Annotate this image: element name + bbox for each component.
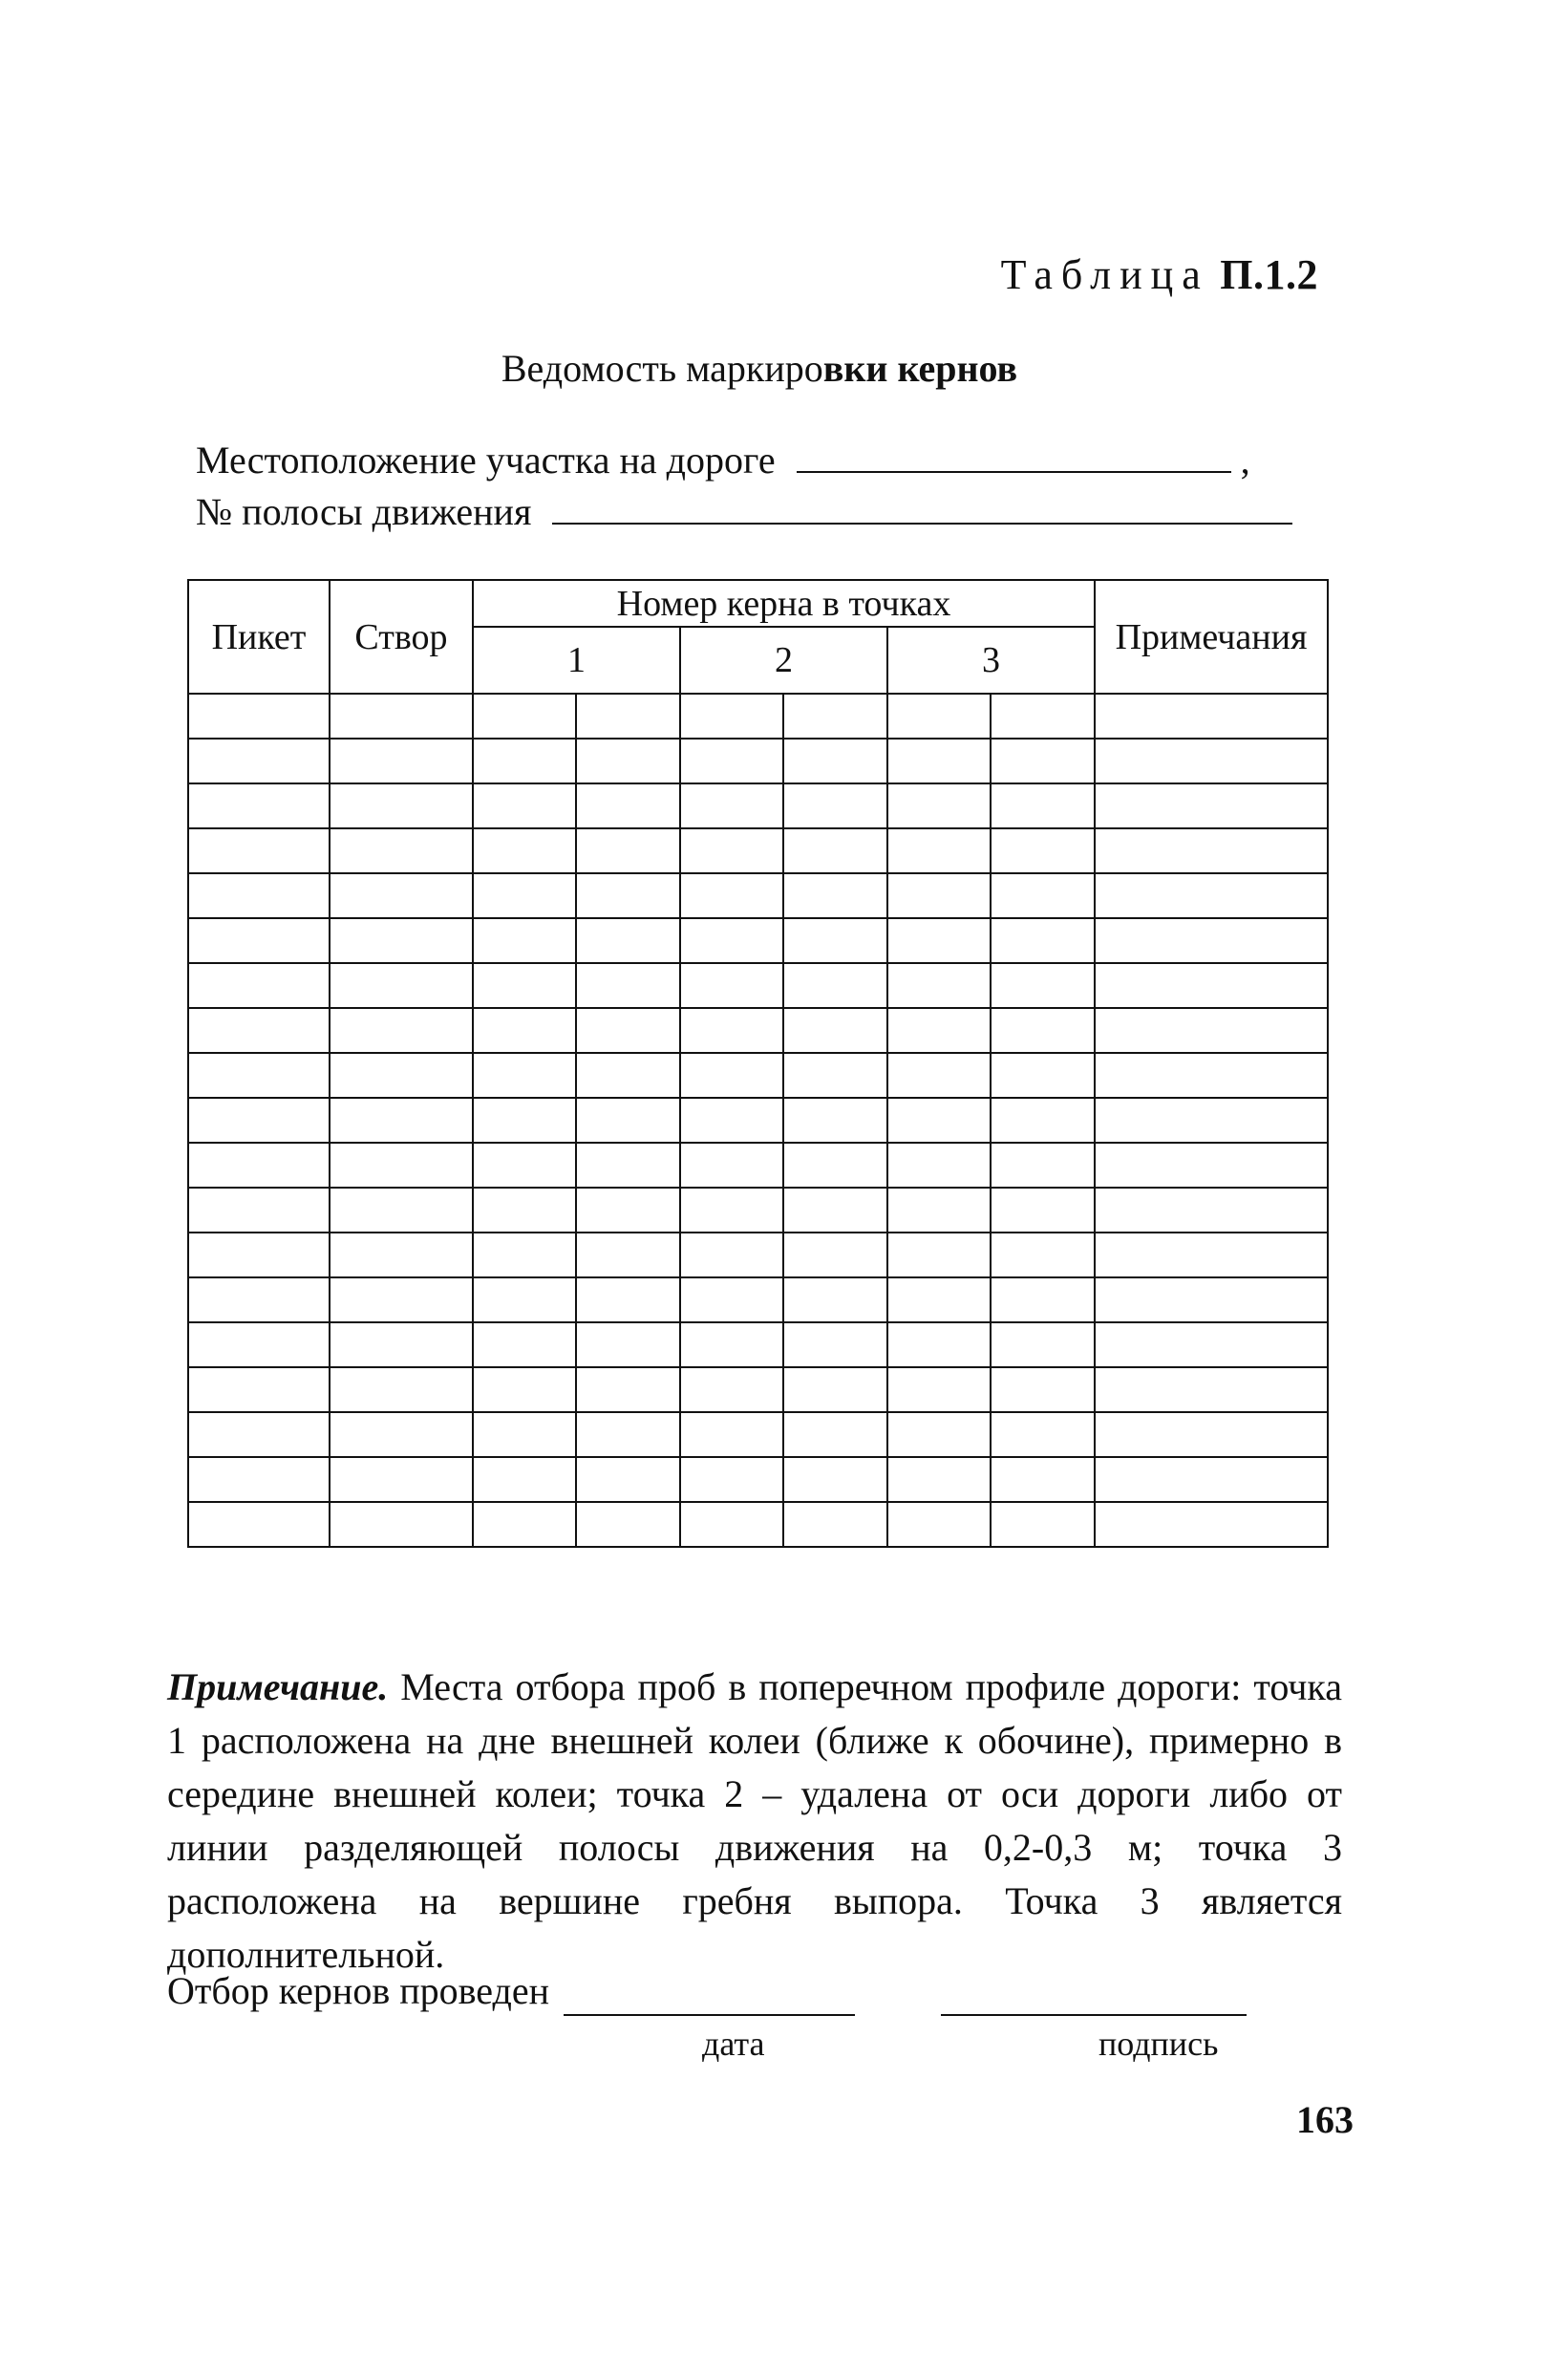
table-cell[interactable] [576, 1233, 680, 1277]
table-cell[interactable] [188, 694, 330, 739]
table-cell[interactable] [1095, 1098, 1328, 1143]
table-cell[interactable] [576, 783, 680, 828]
table-cell[interactable] [991, 1053, 1095, 1098]
table-cell[interactable] [680, 1233, 783, 1277]
table-cell[interactable] [473, 1098, 576, 1143]
table-cell[interactable] [680, 694, 783, 739]
table-cell[interactable] [473, 963, 576, 1008]
table-cell[interactable] [991, 1367, 1095, 1412]
table-cell[interactable] [1095, 1457, 1328, 1502]
table-cell[interactable] [991, 1188, 1095, 1233]
table-cell[interactable] [1095, 1277, 1328, 1322]
table-row [188, 1277, 1328, 1322]
table-cell[interactable] [473, 1008, 576, 1053]
table-cell[interactable] [473, 1457, 576, 1502]
table-cell[interactable] [330, 873, 473, 918]
table-row [188, 783, 1328, 828]
table-cell[interactable] [783, 1277, 887, 1322]
table-cell[interactable] [188, 1008, 330, 1053]
table-row [188, 1008, 1328, 1053]
table-cell[interactable] [783, 739, 887, 783]
table-row [188, 1188, 1328, 1233]
col-picket-header: Пикет [188, 580, 330, 694]
table-cell[interactable] [330, 963, 473, 1008]
table-cell[interactable] [576, 918, 680, 963]
table-cell[interactable] [1095, 1322, 1328, 1367]
table-cell[interactable] [991, 873, 1095, 918]
date-blank[interactable] [564, 2014, 855, 2016]
location-suffix: , [1240, 439, 1250, 482]
table-row [188, 1457, 1328, 1502]
table-cell[interactable] [473, 1502, 576, 1547]
table-cell[interactable] [576, 1188, 680, 1233]
table-cell[interactable] [887, 1457, 991, 1502]
table-cell[interactable] [887, 1188, 991, 1233]
table-cell[interactable] [783, 918, 887, 963]
table-cell[interactable] [1095, 1053, 1328, 1098]
title-regular: Ведомость маркиро [501, 347, 823, 390]
table-cell[interactable] [991, 694, 1095, 739]
table-cell[interactable] [887, 1502, 991, 1547]
table-cell[interactable] [330, 1188, 473, 1233]
lane-field-row [196, 489, 1292, 534]
table-cell[interactable] [887, 694, 991, 739]
lane-label: № полосы движения [196, 490, 532, 533]
table-cell[interactable] [473, 1322, 576, 1367]
table-cell[interactable] [576, 694, 680, 739]
table-cell[interactable] [1095, 1008, 1328, 1053]
table-cell[interactable] [473, 739, 576, 783]
table-cell[interactable] [783, 1457, 887, 1502]
table-row [188, 918, 1328, 963]
table-cell[interactable] [887, 1053, 991, 1098]
signature-label: Отбор кернов проведен [167, 1969, 549, 2012]
table-cell[interactable] [783, 1322, 887, 1367]
table-cell[interactable] [887, 1098, 991, 1143]
table-cell[interactable] [991, 1457, 1095, 1502]
table-cell[interactable] [473, 694, 576, 739]
table-cell[interactable] [473, 1143, 576, 1188]
table-cell[interactable] [680, 739, 783, 783]
table-cell[interactable] [576, 1098, 680, 1143]
table-cell[interactable] [1095, 1412, 1328, 1457]
signature-blank[interactable] [941, 2014, 1247, 2016]
table-cell[interactable] [473, 828, 576, 873]
location-blank[interactable] [797, 442, 1231, 473]
table-cell[interactable] [887, 1412, 991, 1457]
note-text: Места отбора проб в поперечном профиле дороги: точка 1 расположена на дне внешней колеи (ближе к обочине), примерно в середине внешней колеи; точка 2 – удалена от оси дороги либо от линии разделяющей полосы движения на 0,2-0,3 м; точка 3 расположена на вершине гребня выпора. Точка 3 является дополнительной. [167, 1665, 1342, 1976]
table-cell[interactable] [680, 1367, 783, 1412]
table-row [188, 1502, 1328, 1547]
table-cell[interactable] [680, 1053, 783, 1098]
table-cell[interactable] [991, 1412, 1095, 1457]
table-label [1001, 250, 1318, 299]
table-cell[interactable] [783, 1367, 887, 1412]
table-cell[interactable] [680, 1188, 783, 1233]
table-cell[interactable] [991, 1502, 1095, 1547]
table-cell[interactable] [887, 739, 991, 783]
table-cell[interactable] [991, 918, 1095, 963]
table-cell[interactable] [1095, 1233, 1328, 1277]
table-cell[interactable] [330, 1367, 473, 1412]
table-cell[interactable] [188, 1277, 330, 1322]
table-cell[interactable] [783, 694, 887, 739]
table-cell[interactable] [473, 918, 576, 963]
table-row [188, 1143, 1328, 1188]
table-cell[interactable] [188, 1367, 330, 1412]
table-cell[interactable] [576, 1143, 680, 1188]
table-cell[interactable] [576, 1412, 680, 1457]
table-cell[interactable] [330, 1053, 473, 1098]
table-cell[interactable] [473, 1277, 576, 1322]
table-cell[interactable] [991, 963, 1095, 1008]
table-word: Таблица [1000, 251, 1209, 298]
table-cell[interactable] [576, 1008, 680, 1053]
table-row [188, 1412, 1328, 1457]
table-cell[interactable] [330, 1277, 473, 1322]
table-cell[interactable] [473, 783, 576, 828]
table-cell[interactable] [887, 783, 991, 828]
table-cell[interactable] [188, 963, 330, 1008]
table-cell[interactable] [1095, 1502, 1328, 1547]
table-cell[interactable] [576, 828, 680, 873]
table-cell[interactable] [1095, 783, 1328, 828]
table-cell[interactable] [1095, 873, 1328, 918]
table-cell[interactable] [188, 1053, 330, 1098]
table-cell[interactable] [188, 1188, 330, 1233]
table-cell[interactable] [783, 1098, 887, 1143]
table-cell[interactable] [330, 739, 473, 783]
table-row [188, 1233, 1328, 1277]
table-cell[interactable] [1095, 739, 1328, 783]
table-cell[interactable] [680, 873, 783, 918]
table-cell[interactable] [680, 1098, 783, 1143]
page-title [0, 346, 1557, 391]
table-cell[interactable] [330, 783, 473, 828]
table-row [188, 694, 1328, 739]
table-cell[interactable] [887, 1143, 991, 1188]
lane-blank[interactable] [552, 494, 1292, 525]
table-cell[interactable] [783, 1008, 887, 1053]
table-cell[interactable] [576, 1367, 680, 1412]
note-label: Примечание. [167, 1665, 389, 1708]
page-number: 163 [1296, 2098, 1354, 2141]
table-cell[interactable] [188, 918, 330, 963]
table-cell[interactable] [680, 1277, 783, 1322]
table-cell[interactable] [991, 739, 1095, 783]
table-cell[interactable] [473, 1367, 576, 1412]
table-cell[interactable] [783, 1502, 887, 1547]
table-cell[interactable] [1095, 694, 1328, 739]
table-cell[interactable] [576, 963, 680, 1008]
table-cell[interactable] [576, 1502, 680, 1547]
table-cell[interactable] [991, 1143, 1095, 1188]
table-cell[interactable] [680, 918, 783, 963]
table-cell[interactable] [680, 1143, 783, 1188]
table-cell[interactable] [1095, 963, 1328, 1008]
note-paragraph [167, 1661, 1342, 1982]
table-cell[interactable] [188, 873, 330, 918]
table-row [188, 739, 1328, 783]
table-cell[interactable] [991, 1322, 1095, 1367]
table-cell[interactable] [783, 1412, 887, 1457]
table-cell[interactable] [473, 873, 576, 918]
table-cell[interactable] [680, 1322, 783, 1367]
table-cell[interactable] [576, 1053, 680, 1098]
table-cell[interactable] [991, 1233, 1095, 1277]
signature-caption: подпись [1098, 2025, 1219, 2063]
table-cell[interactable] [991, 828, 1095, 873]
table-cell[interactable] [473, 1412, 576, 1457]
table-row [188, 1367, 1328, 1412]
title-bold: вки кернов [822, 347, 1018, 390]
table-cell[interactable] [783, 828, 887, 873]
table-cell[interactable] [783, 873, 887, 918]
table-cell[interactable] [783, 1233, 887, 1277]
table-cell[interactable] [188, 739, 330, 783]
table-cell[interactable] [188, 1412, 330, 1457]
location-label: Местоположение участка на дороге [196, 439, 776, 482]
table-cell[interactable] [680, 963, 783, 1008]
table-cell[interactable] [783, 783, 887, 828]
table-cell[interactable] [887, 828, 991, 873]
table-row [188, 873, 1328, 918]
table-cell[interactable] [188, 783, 330, 828]
table-cell[interactable] [473, 1233, 576, 1277]
table-cell[interactable] [473, 1188, 576, 1233]
table-number: П.1.2 [1220, 251, 1318, 298]
table-cell[interactable] [576, 1277, 680, 1322]
location-field-row [196, 438, 1250, 482]
col-stvor-header: Створ [330, 580, 473, 694]
table-cell[interactable] [330, 1457, 473, 1502]
table-cell[interactable] [330, 1143, 473, 1188]
table-cell[interactable] [188, 1457, 330, 1502]
table-row [188, 1098, 1328, 1143]
table-cell[interactable] [330, 828, 473, 873]
table-cell[interactable] [680, 1412, 783, 1457]
table-cell[interactable] [887, 1367, 991, 1412]
table-cell[interactable] [330, 1008, 473, 1053]
table-cell[interactable] [576, 739, 680, 783]
table-cell[interactable] [330, 1098, 473, 1143]
table-cell[interactable] [991, 1098, 1095, 1143]
table-cell[interactable] [1095, 1143, 1328, 1188]
table-cell[interactable] [991, 783, 1095, 828]
table-cell[interactable] [1095, 918, 1328, 963]
col-core-group-header: Номер керна в точках [473, 580, 1095, 627]
table-cell[interactable] [330, 1502, 473, 1547]
table-cell[interactable] [1095, 1367, 1328, 1412]
table-cell[interactable] [473, 1053, 576, 1098]
table-cell[interactable] [887, 1233, 991, 1277]
table-cell[interactable] [887, 1277, 991, 1322]
core-marking-table [187, 579, 1329, 1548]
table-cell[interactable] [680, 828, 783, 873]
table-cell[interactable] [887, 918, 991, 963]
table-row [188, 1322, 1328, 1367]
table-cell[interactable] [188, 828, 330, 873]
col-point-1-header: 1 [473, 627, 680, 694]
table-row [188, 963, 1328, 1008]
date-caption: дата [702, 2025, 765, 2063]
table-cell[interactable] [576, 1322, 680, 1367]
table-cell[interactable] [1095, 1188, 1328, 1233]
table-cell[interactable] [1095, 828, 1328, 873]
table-cell[interactable] [188, 1143, 330, 1188]
table-cell[interactable] [887, 1322, 991, 1367]
table-cell[interactable] [783, 1053, 887, 1098]
table-cell[interactable] [330, 1412, 473, 1457]
table-cell[interactable] [887, 963, 991, 1008]
table-cell[interactable] [887, 873, 991, 918]
table-cell[interactable] [330, 918, 473, 963]
table-cell[interactable] [576, 873, 680, 918]
table-cell[interactable] [330, 1322, 473, 1367]
table-cell[interactable] [188, 1322, 330, 1367]
table-cell[interactable] [887, 1008, 991, 1053]
table-row [188, 828, 1328, 873]
table-cell[interactable] [680, 1457, 783, 1502]
table-cell[interactable] [991, 1008, 1095, 1053]
table-cell[interactable] [783, 963, 887, 1008]
table-cell[interactable] [188, 1098, 330, 1143]
table-cell[interactable] [783, 1143, 887, 1188]
table-cell[interactable] [680, 1008, 783, 1053]
table-cell[interactable] [783, 1188, 887, 1233]
table-cell[interactable] [991, 1277, 1095, 1322]
col-point-3-header: 3 [887, 627, 1095, 694]
table-row [188, 1053, 1328, 1098]
table-cell[interactable] [576, 1457, 680, 1502]
table-cell[interactable] [188, 1502, 330, 1547]
table-cell[interactable] [330, 1233, 473, 1277]
col-point-2-header: 2 [680, 627, 887, 694]
table-cell[interactable] [188, 1233, 330, 1277]
table-cell[interactable] [680, 1502, 783, 1547]
table-cell[interactable] [680, 783, 783, 828]
table-cell[interactable] [330, 694, 473, 739]
col-notes-header: Примечания [1095, 580, 1328, 694]
